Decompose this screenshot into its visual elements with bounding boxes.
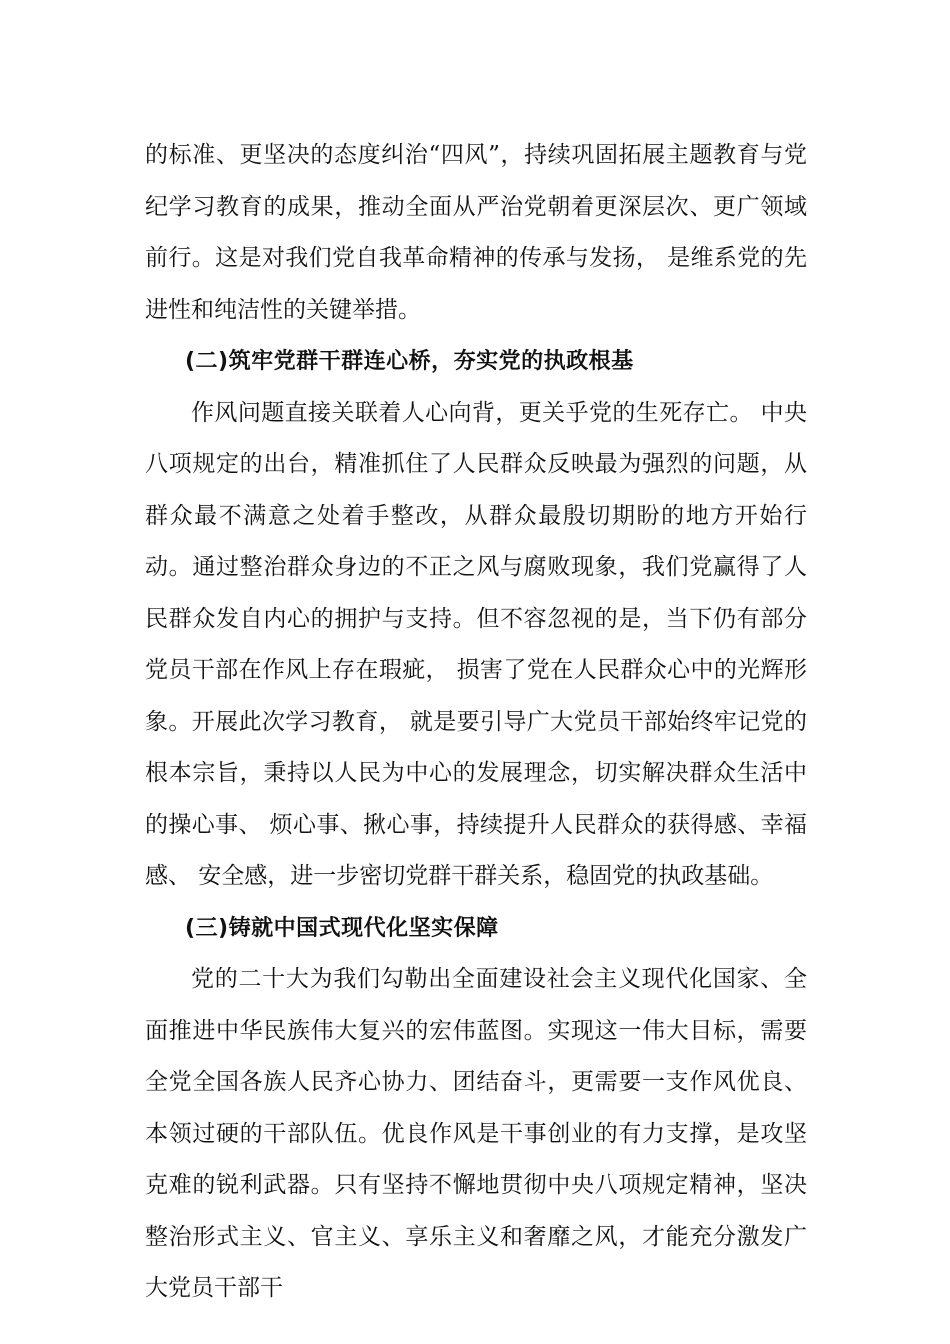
- paragraph-section-3: 党的二十大为我们勾勒出全面建设社会主义现代化国家、全面推进中华民族伟大复兴的宏伟蓝图。实现这一伟大目标，需要全党全国各族人民齐心协力、团结奋斗，更需要一支作风优良、本领过硬的干部队伍。优良作风是干事创业的有力支撑，是攻坚克难的锐利武器。只有坚持不懈地贯彻中央八项规定精神，坚决整治形式主义、官主义、享乐主义和奢靡之风，才能充分激发广大党员干部干: [145, 966, 807, 1301]
- section-heading-3: (三)铸就中国式现代化坚实保障: [185, 915, 499, 941]
- paragraph-section-2: 作风问题直接关联着人心向背，更关乎党的生死存亡。 中央八项规定的出台，精准抓住了人民群众反映最为强烈的问题，从群众最不满意之处着手整改，从群众最殷切期盼的地方开始行动。通过整治群众身边的不正之风与腐败现象，我们党赢得了人民群众发自内心的拥护与支持。但不容忽视的是，当下仍有部分党员干部在作风上存在瑕疵， 损害了党在人民群众心中的光辉形象。开展此次学习教育， 就是要引导广大党员干部始终牢记党的根本宗旨，秉持以人民为中心的发展理念，切实解决群众生活中的操心事、 烦心事、揪心事，持续提升人民群众的获得感、幸福感、 安全感，进一步密切党群干群关系，稳固党的执政基础。: [145, 399, 807, 889]
- section-heading-2: (二)筑牢党群干群连心桥，夯实党的执政根基: [185, 349, 634, 374]
- paragraph-continued: 的标准、更坚决的态度纠治“四风”，持续巩固拓展主题教育与党纪学习教育的成果，推动全面从严治党朝着更深层次、更广领域前行。这是对我们党自我革命精神的传承与发扬， 是维系党的先进性和纯洁性的关键举措。: [145, 142, 807, 323]
- document-body: [145, 130, 807, 1315]
